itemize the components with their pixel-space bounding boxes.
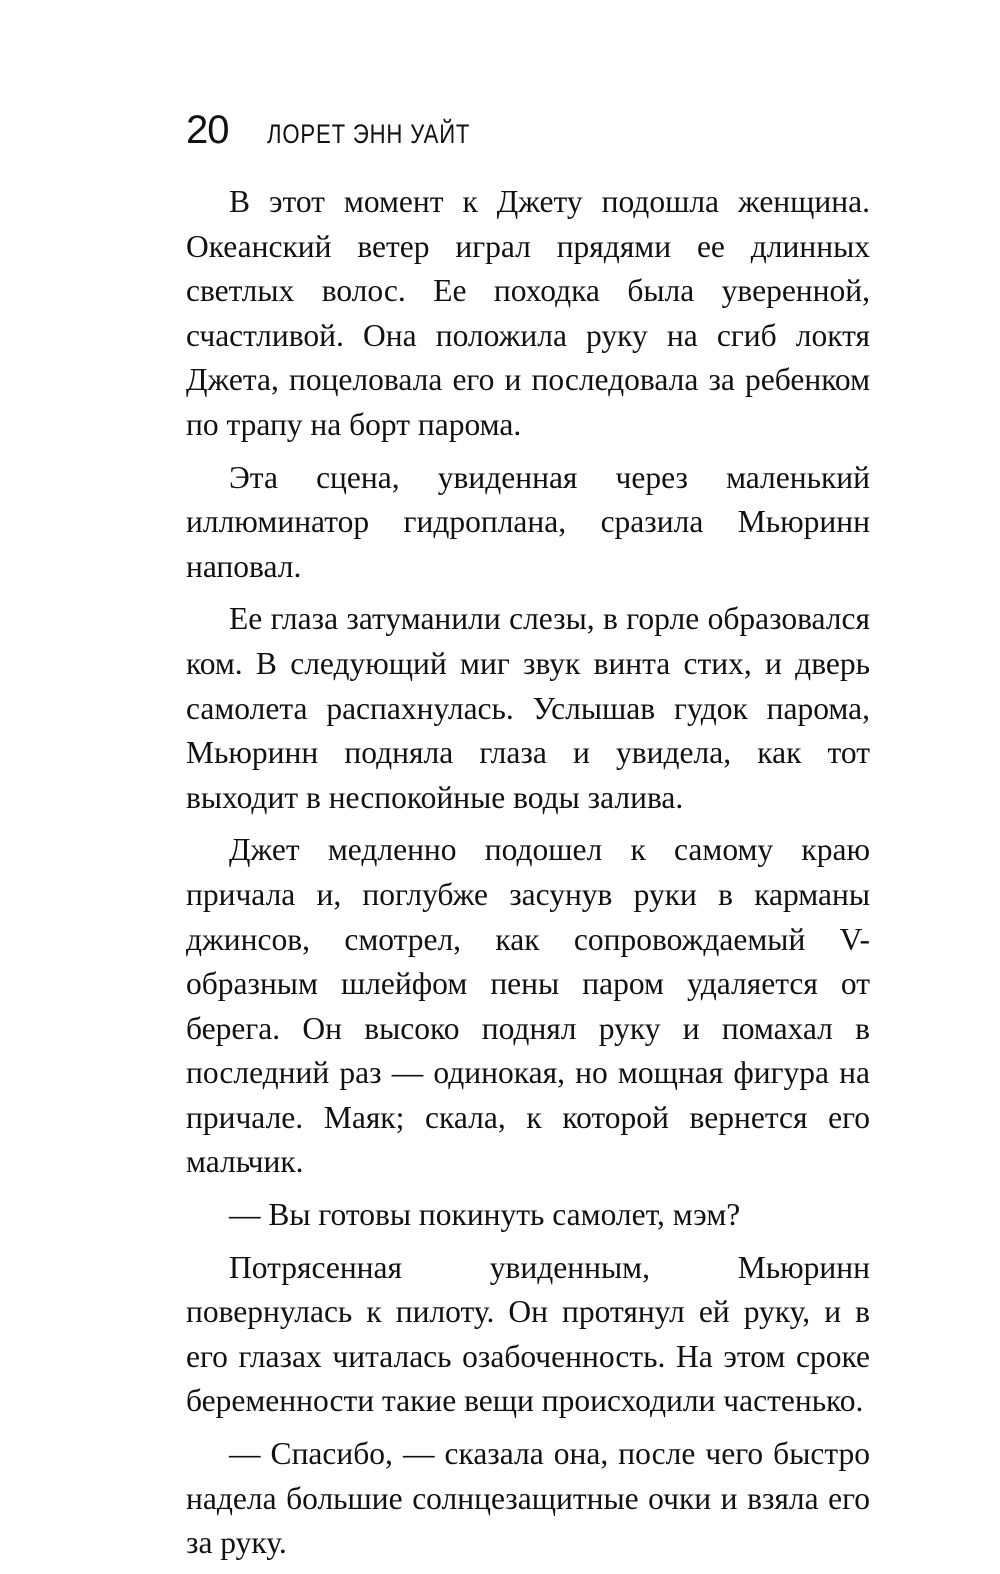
paragraph-1: В этот момент к Джету подошла женщина. Океанский ветер играл прядями ее длинных светлых волос. Ее походка была уверенной, счастливой. Она положила руку на сгиб локтя Джета, поцеловала его и последовала за ребенком по трапу на борт парома. xyxy=(186,184,870,442)
paragraph-3: Ее глаза затуманили слезы, в горле образовался ком. В следующий миг звук винта стих, и дверь самолета распахнулась. Услышав гудок парома, Мьюринн подняла глаза и увидела, как тот выходит в неспокойные воды залива. xyxy=(186,601,870,815)
paragraph-4: Джет медленно подошел к самому краю причала и, поглубже засунув руки в карманы джинсов, смотрел, как сопровождаемый V-образным шлейфом пены паром удаляется от берега. Он высоко поднял руку и помахал в последний раз — одинокая, но мощная фигура на причале. Маяк; скала, к которой вернется его мальчик. xyxy=(186,832,870,1180)
author-name: ЛОРЕТ ЭНН УАЙТ xyxy=(266,119,470,149)
body-text xyxy=(186,180,870,1566)
paragraph-7-dialogue: — Спасибо, — сказала она, после чего быстро надела большие солнцезащитные очки и взяла его за руку. xyxy=(186,1436,870,1561)
page-number: 20 xyxy=(186,108,229,152)
book-page xyxy=(186,108,870,1574)
paragraph-6: Потрясенная увиденным, Мьюринн повернулась к пилоту. Он протянул ей руку, и в его глазах читалась озабоченность. На этом сроке беременности такие вещи происходили частенько. xyxy=(186,1249,870,1419)
running-header xyxy=(186,108,870,172)
paragraph-5-dialogue: — Вы готовы покинуть самолет, мэм? xyxy=(229,1197,741,1233)
paragraph-2: Эта сцена, увиденная через маленький иллюминатор гидроплана, сразила Мьюринн наповал. xyxy=(186,459,870,584)
